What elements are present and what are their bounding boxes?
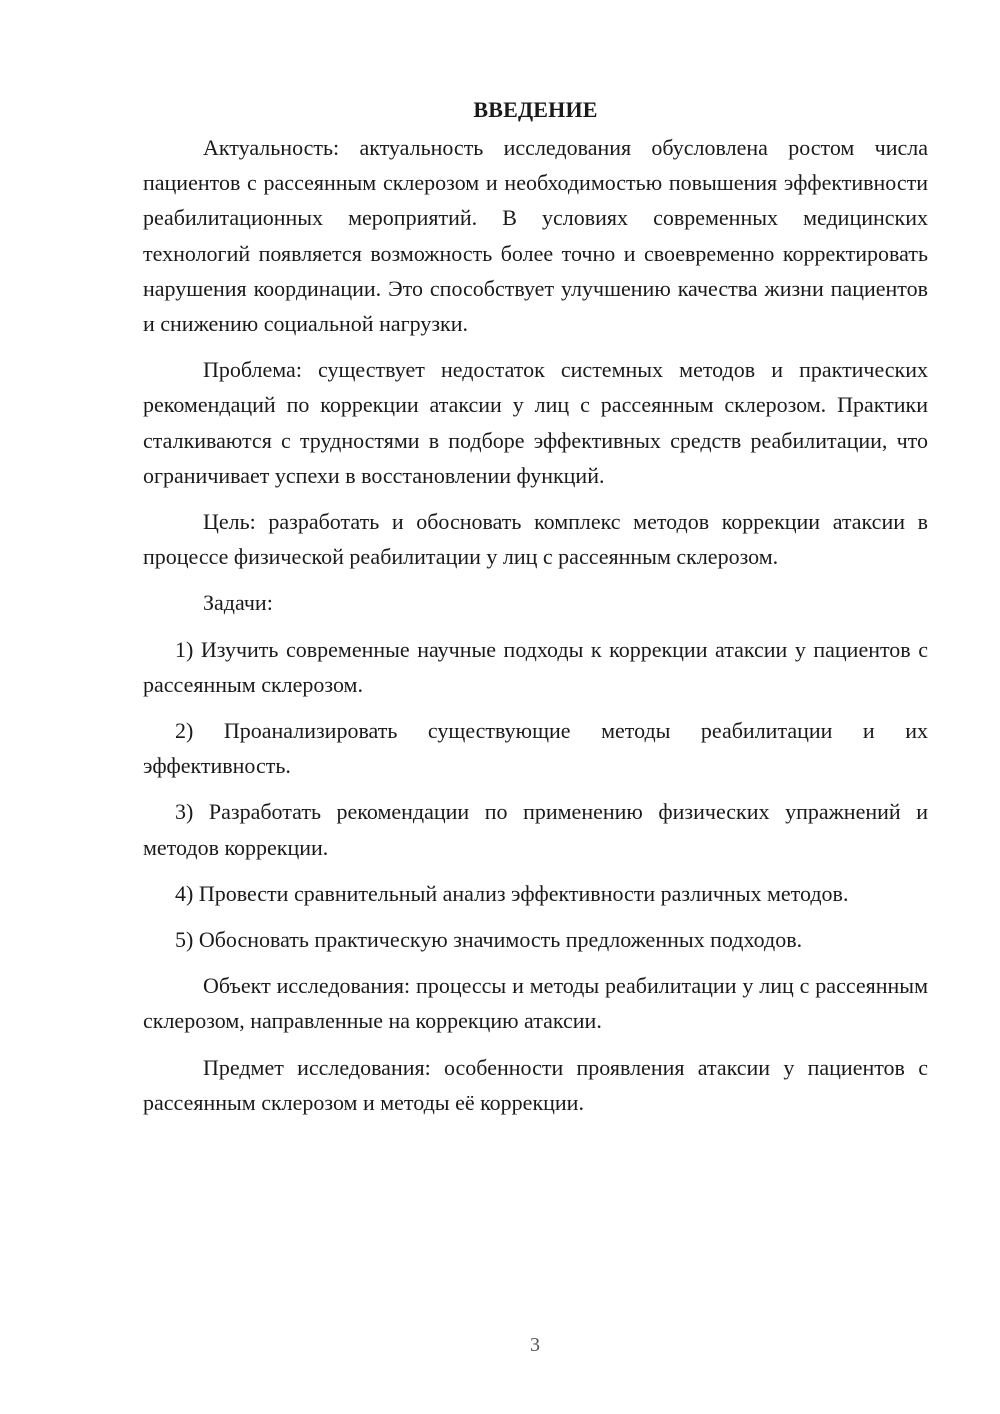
relevance-paragraph: Актуальность: актуальность исследования обусловлена ростом числа пациентов с рассеянным склерозом и необходимостью повышения эффективности реабилитационных мероприятий. В условиях современных медицинских технологий появляется возможность более точно и своевременно корректировать нарушения координации. Это способствует улучшению качества жизни пациентов и снижению социальной нагрузки. (143, 135, 928, 337)
task-item: 5) Обосновать практическую значимость предложенных подходов. (175, 927, 803, 953)
object-paragraph: Объект исследования: процессы и методы реабилитации у лиц с рассеянным склерозом, направленные на коррекцию атаксии. (143, 973, 928, 1034)
task-item: 4) Провести сравнительный анализ эффективности различных методов. (175, 880, 849, 906)
problem-paragraph: Проблема: существует недостаток системных методов и практических рекомендаций по коррекции атаксии у лиц с рассеянным склерозом. Практики сталкиваются с трудностями в подборе эффективных средств реабилитации, что ограничивает успехи в восстановлении функций. (143, 357, 928, 488)
task-item: 1) Изучить современные научные подходы к коррекции атаксии у пациентов с рассеянным склерозом. (143, 636, 928, 697)
subject-paragraph: Предмет исследования: особенности проявления атаксии у пациентов с рассеянным склерозом и методы её коррекции. (143, 1054, 928, 1115)
goal-paragraph: Цель: разработать и обосновать комплекс методов коррекции атаксии в процессе физической реабилитации у лиц с рассеянным склерозом. (143, 509, 928, 570)
document-page (143, 92, 928, 1120)
page-number: 3 (530, 1334, 540, 1356)
task-item: 3) Разработать рекомендации по применению физических упражнений и методов коррекции. (143, 799, 928, 860)
tasks-heading: Задачи: (203, 590, 273, 616)
task-item: 2) Проанализировать существующие методы реабилитации и их эффективность. (143, 718, 928, 779)
section-title: ВВЕДЕНИЕ (473, 97, 598, 122)
